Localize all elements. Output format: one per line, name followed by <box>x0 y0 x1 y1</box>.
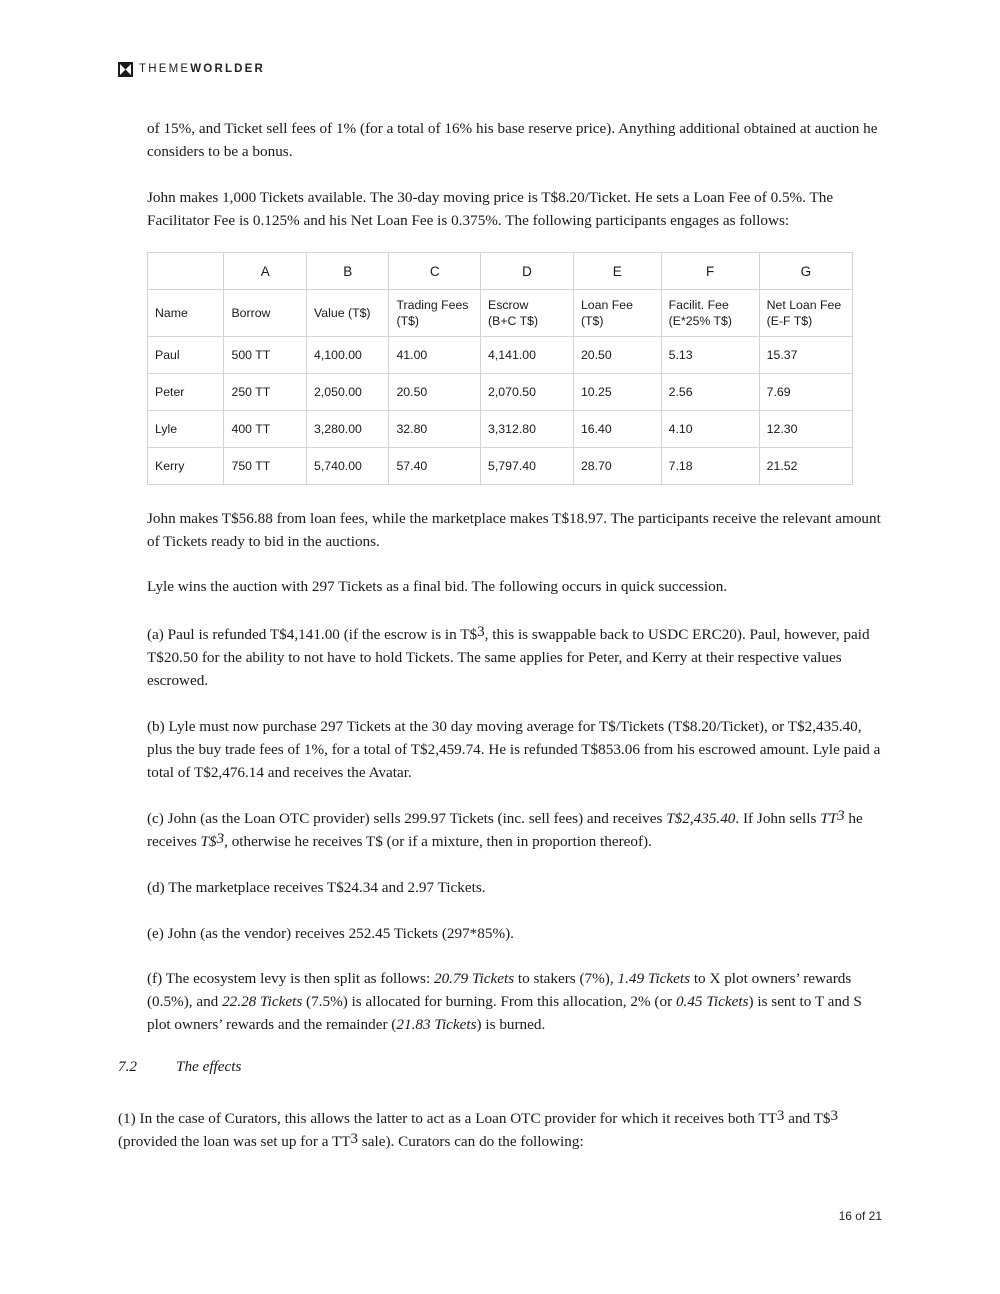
table-cell: 400 TT <box>224 411 307 448</box>
column-header <box>389 290 481 337</box>
column-letter: A <box>224 253 307 290</box>
table-cell: 250 TT <box>224 374 307 411</box>
table-cell: 5.13 <box>661 337 759 374</box>
section-title: The effects <box>176 1058 242 1075</box>
column-letter: C <box>389 253 481 290</box>
column-header-line: Trading Fees <box>396 298 469 312</box>
column-header <box>481 290 574 337</box>
page-number: 16 of 21 <box>838 1209 882 1223</box>
paragraph-item-c: (c) John (as the Loan OTC provider) sells 299.97 Tickets (inc. sell fees) and receives T$2,435.40. If John sells $TT^3$ he receives T\$$^3$, otherwise he receives T$ (or if a mixture, then in proportion thereof). <box>147 808 863 850</box>
table-cell: 15.37 <box>759 337 852 374</box>
table-cell: 4.10 <box>661 411 759 448</box>
table-cell: 57.40 <box>389 448 481 485</box>
table-cell: 20.50 <box>389 374 481 411</box>
table-cell: 28.70 <box>573 448 661 485</box>
theme-worlder-logo-icon <box>118 62 133 77</box>
column-header-line: Net Loan Fee <box>766 298 842 312</box>
column-header-line: Escrow <box>488 298 529 312</box>
paragraph-curators: (1) In the case of Curators, this allows the latter to act as a Loan OTC provider for which it receives both $TT^3$ and T\$$^3$ (provided the loan was set up for a $TT^3$ sale). Curators can do the following: <box>118 1108 839 1150</box>
column-header <box>224 290 307 337</box>
column-letter: B <box>307 253 389 290</box>
table-cell: 7.18 <box>661 448 759 485</box>
table-cell: 500 TT <box>224 337 307 374</box>
table-cell: 2.56 <box>661 374 759 411</box>
column-header <box>573 290 661 337</box>
column-header-line: (T$) <box>396 314 420 328</box>
table-cell: 16.40 <box>573 411 661 448</box>
table-cell: 20.50 <box>573 337 661 374</box>
column-letter: F <box>661 253 759 290</box>
table-cell: 3,312.80 <box>481 411 574 448</box>
table-cell: 10.25 <box>573 374 661 411</box>
table-cell: 3,280.00 <box>307 411 389 448</box>
table-cell: 32.80 <box>389 411 481 448</box>
column-header <box>148 290 224 337</box>
paragraph-loan-fees: John makes T$56.88 from loan fees, while the marketplace makes T$18.97. The participants receive the relevant amount of Tickets ready to bid in the auctions. <box>147 510 881 550</box>
column-header-line: (T$) <box>580 314 604 328</box>
table-cell: 5,797.40 <box>481 448 574 485</box>
table-column-letters <box>148 253 853 290</box>
table-cell: 21.52 <box>759 448 852 485</box>
table-cell: 2,070.50 <box>481 374 574 411</box>
column-header-line: (E-F T$) <box>766 314 813 328</box>
column-header-line: Loan Fee <box>580 298 633 312</box>
column-header-line: Value (T$) <box>314 306 371 320</box>
column-letter: D <box>481 253 574 290</box>
brand-logo <box>118 60 265 78</box>
column-header-line: Borrow <box>231 306 271 320</box>
table-cell: Paul <box>148 337 224 374</box>
section-number: 7.2 <box>118 1058 137 1075</box>
column-letter: G <box>759 253 852 290</box>
table-cell: 4,100.00 <box>307 337 389 374</box>
column-header-line: Name <box>155 306 188 320</box>
column-header <box>307 290 389 337</box>
table-cell: 7.69 <box>759 374 852 411</box>
column-letter <box>148 253 224 290</box>
table-cell: 5,740.00 <box>307 448 389 485</box>
paragraph-item-b: (b) Lyle must now purchase 297 Tickets at the 30 day moving average for T$/Tickets (T$8.20/Ticket), or T$2,435.40, plus the buy trade fees of 1%, for a total of T$2,459.74. He is refunded T$853.06 from his escrowed amount. Lyle paid a total of T$2,476.14 and receives the Avatar. <box>147 718 881 781</box>
paragraph-item-a: (a) Paul is refunded T$4,141.00 (if the escrow is in T\$$^3$, this is swappable back to USDC ERC20). Paul, however, paid T$20.50 for the ability to not have to hold Tickets. The same applies for Peter, and Kerry at their respective values escrowed. <box>147 624 870 689</box>
section-heading <box>118 1058 241 1076</box>
column-header <box>759 290 852 337</box>
table-cell: 12.30 <box>759 411 852 448</box>
column-letter: E <box>573 253 661 290</box>
loan-table <box>147 252 853 485</box>
table-cell: 2,050.00 <box>307 374 389 411</box>
column-header-line: Facilit. Fee <box>668 298 729 312</box>
table-cell: 750 TT <box>224 448 307 485</box>
column-header <box>661 290 759 337</box>
paragraph-item-e: (e) John (as the vendor) receives 252.45 Tickets (297*85%). <box>147 925 514 942</box>
table-cell: Peter <box>148 374 224 411</box>
paragraph-item-d: (d) The marketplace receives T$24.34 and 2.97 Tickets. <box>147 879 486 896</box>
table-row <box>148 374 853 411</box>
brand-name: THEMEWORLDER <box>139 63 266 75</box>
paragraph-auction-win: Lyle wins the auction with 297 Tickets as a final bid. The following occurs in quick succession. <box>147 578 728 595</box>
table-row <box>148 448 853 485</box>
table-row <box>148 411 853 448</box>
table-cell: Kerry <box>148 448 224 485</box>
table-cell: 4,141.00 <box>481 337 574 374</box>
column-header-line: (B+C T$) <box>488 314 539 328</box>
table-cell: 41.00 <box>389 337 481 374</box>
paragraph-john-tickets: John makes 1,000 Tickets available. The 30-day moving price is T$8.20/Ticket. He sets a Loan Fee of 0.5%. The Facilitator Fee is 0.125% and his Net Loan Fee is 0.375%. The following participants engages as follows: <box>147 189 834 229</box>
table-cell: Lyle <box>148 411 224 448</box>
column-header-line: (E*25% T$) <box>668 314 732 328</box>
table-row <box>148 337 853 374</box>
table-header-row <box>148 290 853 337</box>
paragraph-fees: of 15%, and Ticket sell fees of 1% (for a total of 16% his base reserve price). Anything additional obtained at auction he considers to be a bonus. <box>147 120 878 160</box>
paragraph-item-f: (f) The ecosystem levy is then split as follows: 20.79 Tickets to stakers (7%), 1.49 Tickets to X plot owners’ rewards (0.5%), and 22.28 Tickets (7.5%) is allocated for burning. From this allocation, 2% (or 0.45 Tickets) is sent to T and S plot owners’ rewards and the remainder (21.83 Tickets) is burned. <box>147 970 862 1033</box>
